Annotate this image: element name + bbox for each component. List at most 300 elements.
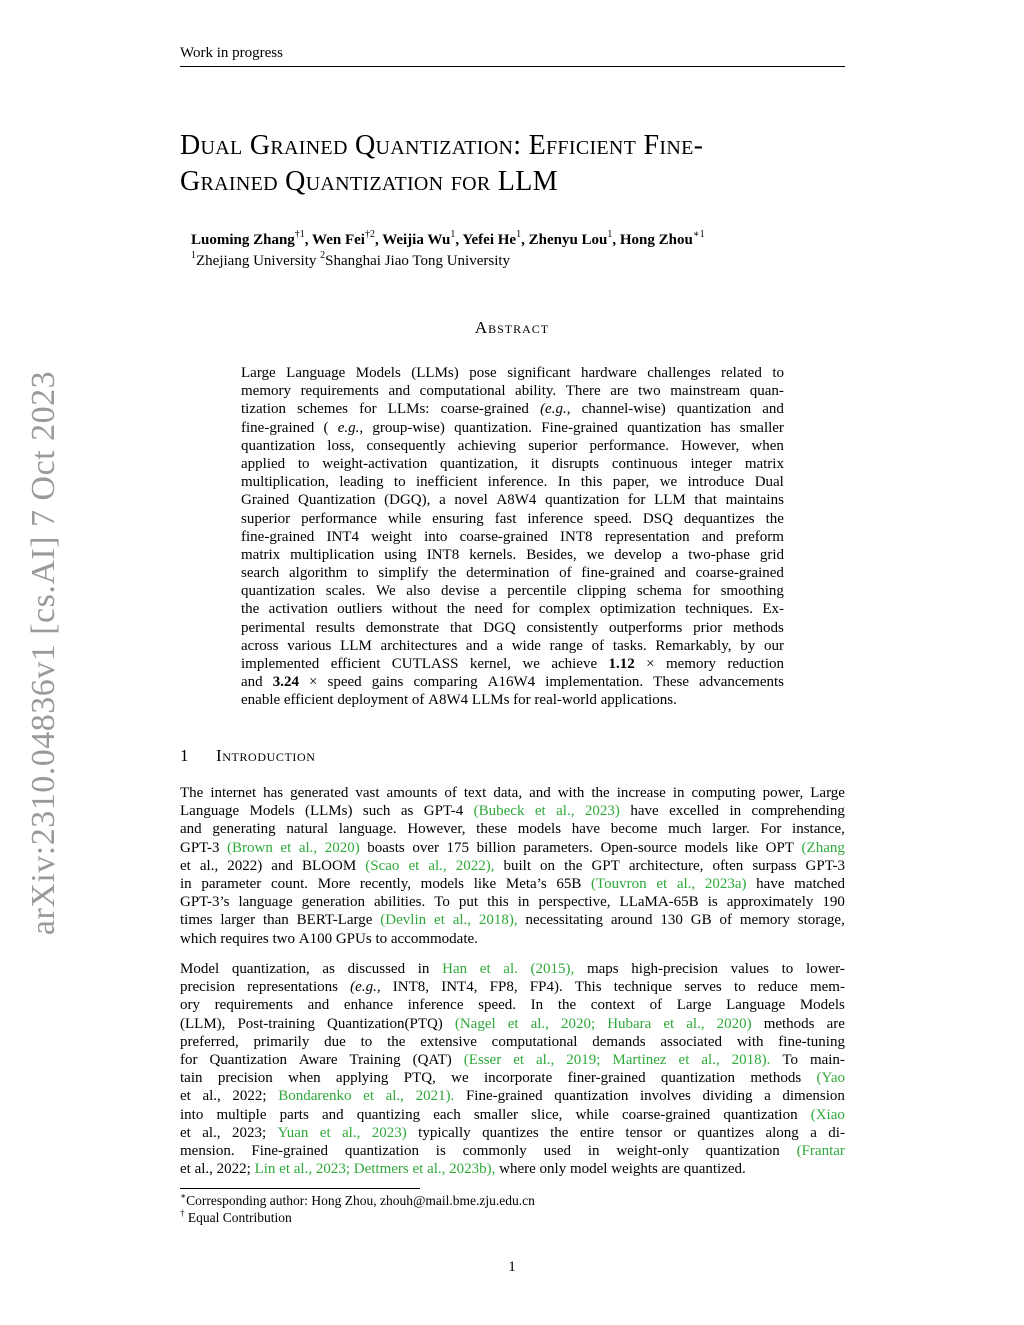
word: optimization [599,601,676,618]
word: instance, [792,821,845,838]
word: percentile [507,583,567,600]
abstract-body [241,364,784,710]
word: ability. [515,383,557,400]
word: multiple [216,1106,267,1123]
word: Large [810,785,845,801]
word: continuous [611,455,678,472]
word: the [446,601,466,618]
author-mark: ∗1 [692,229,705,240]
word: 2022; [216,1161,255,1178]
word: × [309,674,318,691]
word: advancements [699,674,784,691]
text-line [241,400,784,418]
word: INT8 [560,528,593,545]
word: In [557,474,571,491]
word: matrix [744,455,784,472]
word: Bondarenko [278,1088,352,1105]
word: and [465,637,488,654]
word: 2022) [227,857,263,874]
word: slice, [531,1106,563,1123]
word: consequently [366,437,446,454]
word: for [512,601,530,618]
word: Fine-grained [465,1088,543,1105]
word: text [463,785,487,801]
word: et [656,875,668,892]
text-line [180,875,845,893]
word: in [517,894,530,911]
word: and [307,997,330,1014]
word: to [297,455,310,472]
word: reduce [757,979,798,996]
word: (QAT) [412,1051,452,1068]
text-line [180,1160,845,1178]
word: range [549,637,583,654]
text-line [241,655,784,673]
text-line [241,473,784,491]
section-heading [180,746,316,766]
word: performance [301,510,377,527]
word: accommodate. [390,930,478,947]
word: LLMs [471,692,514,709]
word: also [406,583,431,600]
text-line [180,1106,845,1124]
word: We [375,583,396,600]
word: A100 [298,930,336,947]
word: Meta’s [505,875,547,892]
word: Models [249,803,295,820]
word: leading [339,474,384,491]
word: 2018). [731,1051,771,1068]
word: (Yao [816,1070,845,1087]
word: quantization [545,492,620,509]
word: (Zhang [801,839,845,856]
word: demands [592,1033,646,1050]
word: internet [210,785,257,801]
text-line [241,582,784,600]
word: Martinez [612,1051,667,1068]
intro-paragraph-2 [180,960,845,1178]
word: activation [268,601,328,618]
word: 2023; [315,1161,354,1178]
word: used [543,1142,572,1159]
word: Models [799,997,845,1014]
word: pose [469,365,497,381]
word: preform [735,528,784,545]
word: has [710,419,731,436]
word: models [517,821,562,838]
word: the [387,1033,406,1050]
word: or [673,1124,686,1141]
arxiv-id: arXiv:2310.04836v1 [25,643,62,936]
word: to [772,365,784,381]
word: which [180,930,221,947]
word: two [638,383,661,400]
word: when [751,437,784,454]
word: achieving [457,437,517,454]
word: methods [763,1015,815,1032]
text-line [180,1015,845,1033]
word: Training [349,1051,401,1068]
word: Fine-grained [541,419,618,436]
word: devise [441,583,480,600]
word: quantizes [482,1124,539,1141]
word: (Scao [365,857,400,874]
word: al., [293,1161,316,1178]
word: language. [338,821,397,838]
word: 2019; [566,1051,601,1068]
word: performance. [589,437,670,454]
text-line [180,893,845,911]
word: Besides, [526,546,577,563]
section-number: 1 [180,746,190,765]
page-number: 1 [508,1259,516,1275]
footnote-text: Corresponding author: Hong Zhou, zhouh@mail.bme.zju.edu.cn [186,1193,535,1208]
word: coarse-grained [440,401,529,418]
word: fine-tuning [778,1033,845,1050]
word: only [539,1161,570,1178]
word: comprehending [751,803,845,820]
word: Large [241,365,276,381]
text-line [180,996,845,1014]
word: mem- [809,979,845,996]
word: are [610,383,629,400]
word: have [571,821,601,838]
word: weight-activation [322,455,428,472]
word: methods [733,619,784,636]
word: This [574,979,602,996]
word: novel [454,492,488,509]
word: are [661,1161,684,1178]
word: et [534,803,546,820]
title-line: Dual Grained Quantization: Efficient Fine- [180,130,704,161]
word: associated [660,1033,723,1050]
text-line [180,1033,845,1051]
word: BERT-Large [296,912,373,929]
word: with [557,785,585,801]
word: requirements [300,383,379,400]
word: on [540,857,556,874]
word: (Esser [463,1051,502,1068]
word: maintains [725,492,784,509]
word: representation [604,528,690,545]
word: matrix [241,546,281,563]
word: Lin [254,1161,280,1178]
text-line [241,437,784,455]
word: 65B [556,875,582,892]
word: PTQ, [403,1070,436,1087]
word: coarse-grained [459,528,548,545]
word: have [630,803,659,820]
word: vast [355,785,380,801]
word: al., [202,1124,221,1141]
word: a [671,546,679,563]
word: schemes [297,401,348,418]
word: significant [507,365,571,381]
word: maps [586,961,619,977]
word: parameter [201,875,262,892]
word: quantization [554,1088,629,1105]
word: To [782,1051,798,1068]
text-line [241,491,784,509]
footnote-text: Equal Contribution [187,1210,292,1225]
word: across [241,637,279,654]
word: channel-wise) [581,401,666,418]
word: FP4). [529,979,563,996]
word: comparing [413,674,478,691]
word: al., [194,1161,217,1178]
word: 2023) [584,803,620,820]
word: each [433,1106,461,1123]
text-line [241,455,784,473]
word: quantizes [697,1124,755,1141]
word: model [569,1161,612,1178]
word: and [762,401,784,418]
word: et [663,1015,675,1032]
word: necessitating [525,912,604,929]
word: al., [202,1088,221,1105]
word: recently, [359,875,411,892]
word: et [280,839,292,856]
word: data, [493,785,523,801]
word: deployment [337,692,412,709]
text-line [180,1124,845,1142]
word: quantization, [231,961,310,977]
text-line [241,619,784,637]
paper-title [180,128,860,200]
text-line [241,364,784,382]
word: Post-training [237,1015,315,1032]
text-line [241,528,784,546]
word: entire [579,1124,615,1141]
word: into [424,528,448,545]
word: quantization [241,437,316,454]
word: GPT [591,857,620,874]
author-mark: 1 [607,229,613,240]
word: generated [290,785,349,801]
word: involves [639,1088,691,1105]
word: quantization [627,419,702,436]
word: (e.g., [540,401,571,418]
text-line [180,1142,845,1160]
word: and [529,785,551,801]
word: in [729,803,742,820]
word: related [721,365,762,381]
word: count. [270,875,309,892]
word: (Brown [227,839,273,856]
affiliation-mark: 1 [191,250,196,261]
word: to [733,979,746,996]
word: while [387,510,422,527]
word: grid [759,546,784,563]
word: and [271,857,293,874]
word: clipping [577,583,627,600]
word: multiplication, [241,474,329,491]
word: in [180,875,192,892]
word: put [458,894,479,911]
word: two [272,930,299,947]
word: we [522,656,540,672]
word: as [322,961,335,977]
word: smaller [739,419,784,436]
text-line [180,857,845,875]
word: a [764,1088,771,1105]
word: fine-grained [241,419,315,436]
word: increase [616,785,666,801]
affiliation-name: Shanghai Jiao Tong University [325,253,511,269]
word: memory [665,656,716,672]
word: preferred, [180,1033,239,1050]
word: technique [613,979,673,996]
word: 2023; [231,1124,267,1141]
word: superior [528,437,578,454]
word: techniques. [685,601,753,618]
word: models [420,875,465,892]
text-line [241,673,784,691]
author-name: Luoming Zhang [191,232,295,248]
word: using [384,546,417,563]
author-name: Yefei He [462,232,517,248]
word: al., [199,857,219,874]
word: loss, [327,437,355,454]
word: we [659,474,678,491]
word: weight-only [616,1142,689,1159]
word: To [434,894,450,911]
word: et [408,857,420,874]
word: the [438,565,457,582]
word: ory [180,997,200,1014]
word: implementation. [545,674,644,691]
word: that [694,492,717,509]
word: quantized. [683,1161,746,1178]
text-line [241,510,784,528]
word: is [435,1142,446,1159]
word: LLM [654,492,686,509]
word: INT8, [392,979,430,996]
text-line [180,1087,845,1105]
word: ( [323,419,329,436]
word: quan- [749,383,784,400]
word: larger [220,912,256,929]
word: efficient [283,692,338,709]
word: et [479,961,491,977]
word: parameters. [523,839,593,856]
text-line [180,784,845,802]
word: GPT-3’s [180,894,230,911]
word: inference [527,510,584,527]
word: outliers [337,601,383,618]
word: precision [180,979,235,996]
word: to [393,474,406,491]
word: incorporate [483,1070,553,1087]
word: search [241,565,280,582]
word: (LLMs) [304,803,353,820]
word: algorithm [289,565,348,582]
arxiv-category: [cs.AI] [25,535,62,635]
word: and [701,528,724,545]
text-line [241,600,784,618]
word: DSQ [642,510,673,527]
title-line: Grained Quantization for LLM [180,166,558,197]
word: of [411,692,429,709]
word: this [487,894,509,911]
word: There [565,383,601,400]
word: INT4 [326,528,359,545]
word: primarily [253,1033,310,1050]
word: Open-source [600,839,678,856]
word: approximately [726,894,814,911]
word: surpass [752,857,797,874]
word: Fine-grained [251,1142,329,1159]
word: implemented [241,656,320,672]
word: applying [335,1070,389,1087]
word: CUTLASS [391,656,459,672]
affiliation-list [191,251,510,271]
word: over [412,839,439,856]
word: multiplication [290,546,375,563]
word: 2023b), [449,1161,500,1178]
word: inference [407,997,464,1014]
word: Language [180,803,240,820]
word: achieve [551,656,598,672]
word: computational [419,383,506,400]
word: typically [418,1124,471,1141]
word: 2022), [455,857,495,874]
word: quantization [660,1070,736,1087]
word: (2015), [530,961,575,977]
word: al., [427,1161,450,1178]
word: 2018), [478,912,518,929]
author-list: Luoming Zhang$^{\dagger 1}$, Wen Fei$^{\dagger 2}$, Weijia Wu$^1$, Yefei He$^1$, Zhenyu Lou$^1$, Hong Zhou$^{∗1}$ [191,229,705,248]
word: 2021). [415,1088,455,1105]
word: et [180,1124,191,1141]
word: al., [676,875,696,892]
word: to [781,961,794,977]
word: methods [750,1070,802,1087]
word: Ex- [762,601,784,618]
author-mark: †1 [294,229,305,240]
text-line [180,1051,845,1069]
author-mark: †2 [364,229,375,240]
word: e.g., [337,419,364,436]
word: di- [828,1124,845,1141]
word: times [180,912,213,929]
author-name: Weijia Wu [382,232,451,248]
author-name: Zhenyu Lou [528,232,608,248]
word: al., [556,803,575,820]
word: However, [407,821,466,838]
word: × [646,656,655,672]
word: main- [809,1051,845,1068]
word: into [180,1106,204,1123]
word: LLMs: [387,401,430,418]
word: quantization [676,401,752,418]
word: dequantizes [683,510,755,527]
word: LLM [340,637,372,654]
word: et [180,857,191,874]
word: tasks. [612,637,647,654]
word: a [810,1124,817,1141]
text-line [180,820,845,838]
word: weights [611,1161,662,1178]
word: where [499,1161,540,1178]
word: matched [794,875,845,892]
word: In [530,997,544,1014]
word: 130 [660,912,683,929]
word: et [180,1088,191,1105]
word: et [513,1051,525,1068]
word: perspective, [538,894,611,911]
word: such [362,803,391,820]
